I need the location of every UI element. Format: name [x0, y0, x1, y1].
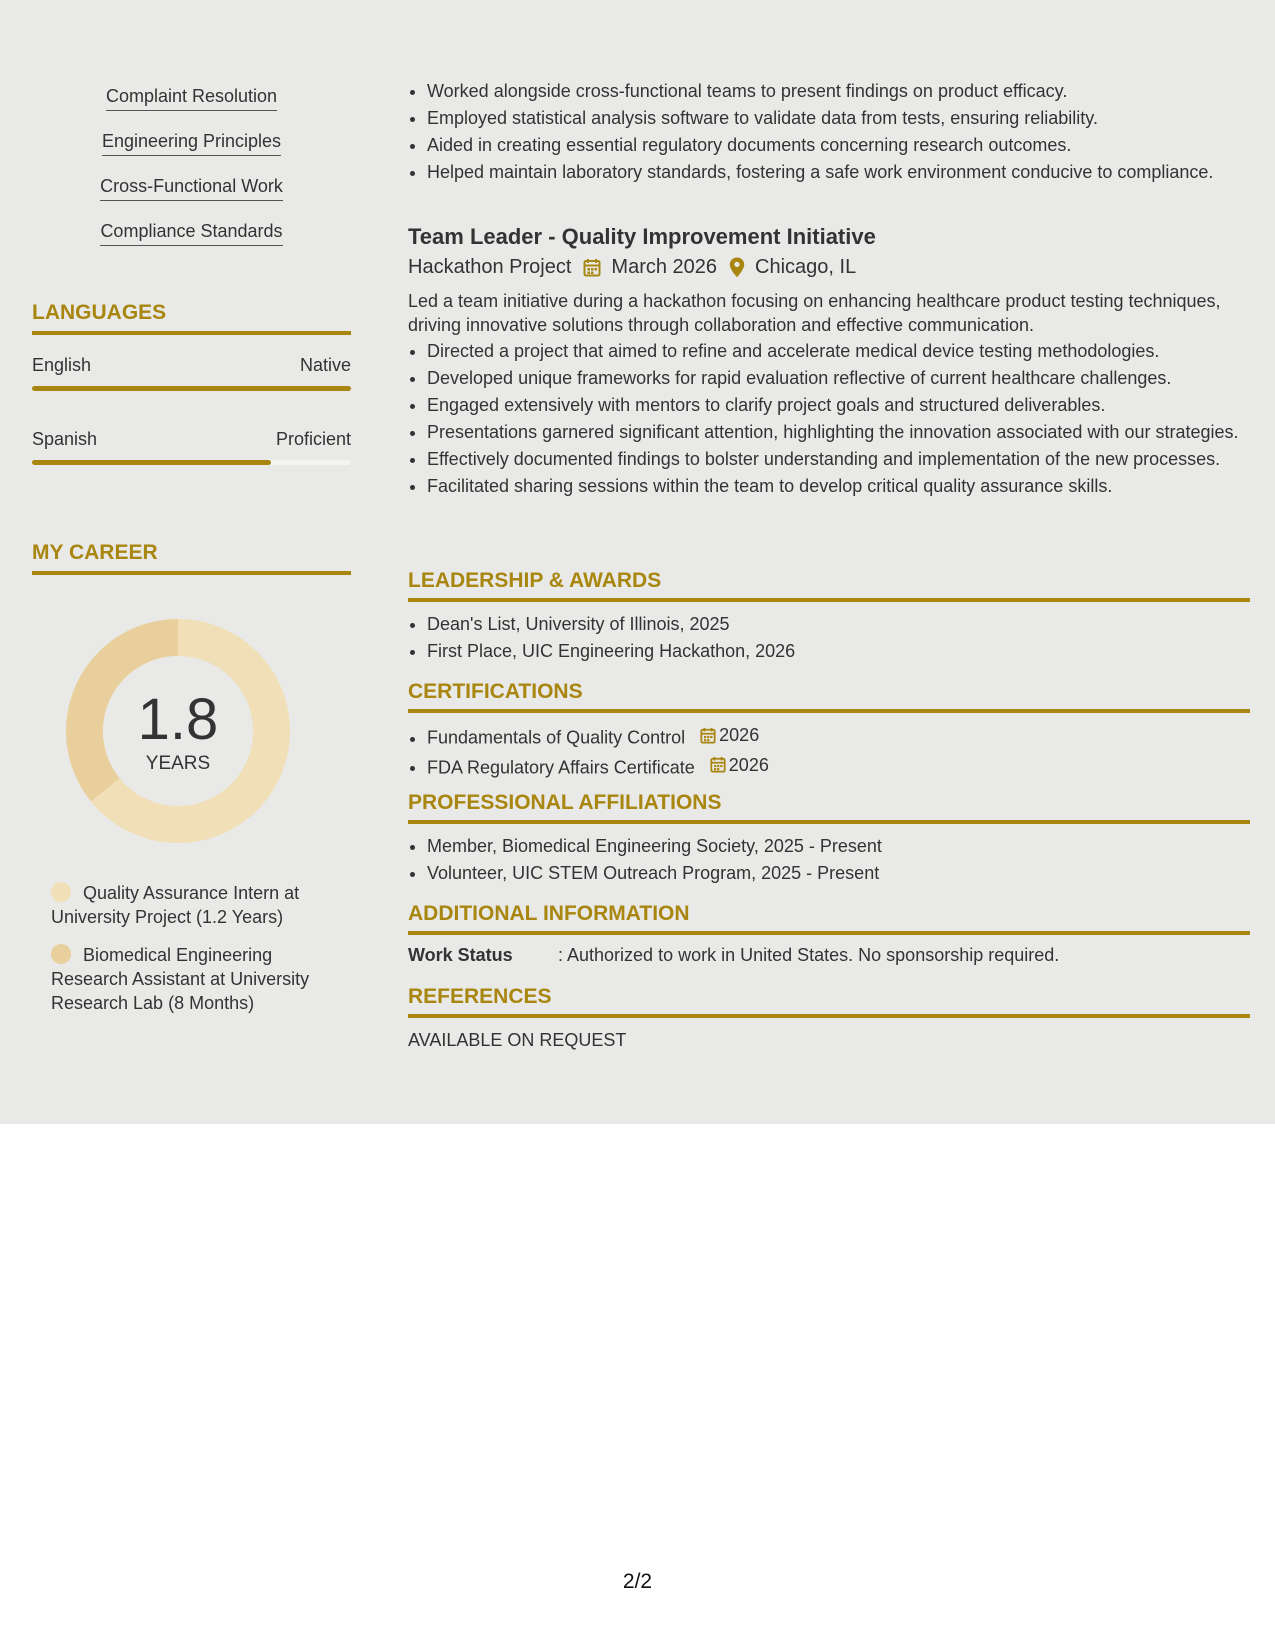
- references-title: REFERENCES: [408, 985, 1250, 1018]
- calendar-icon: [710, 756, 726, 773]
- bullet-item: • Effectively documented findings to bolster understanding and implementation of the new processes.: [427, 447, 1250, 471]
- bullet-item: • Helped maintain laboratory standards, fostering a safe work environment conducive to compliance.: [427, 160, 1250, 184]
- skills-list: [32, 86, 351, 266]
- legend-dot: [51, 882, 71, 902]
- bullet-item: • Employed statistical analysis software to validate data from tests, ensuring reliability.: [427, 106, 1250, 130]
- work-status-label: Work Status: [408, 945, 513, 965]
- job-meta: [408, 256, 1250, 279]
- affiliations-title: PROFESSIONAL AFFILIATIONS: [408, 791, 1250, 824]
- language-level: Proficient: [275, 429, 351, 449]
- bullet-item: • Engaged extensively with mentors to clarify project goals and structured deliverables.: [427, 393, 1250, 417]
- skill-label: Cross-Functional Work: [100, 176, 283, 201]
- affiliations-section: [408, 791, 1250, 888]
- bullet-item: • Aided in creating essential regulatory documents concerning research outcomes.: [427, 133, 1250, 157]
- page-number: 2/2: [622, 1570, 653, 1593]
- bullet-item: • Worked alongside cross-functional teams to present findings on product efficacy.: [427, 79, 1250, 103]
- certification-item: [427, 723, 1250, 750]
- certifications-title: CERTIFICATIONS: [408, 680, 1250, 713]
- job-organization: Hackathon Project: [408, 256, 572, 278]
- legend-item: [51, 943, 351, 1015]
- leadership-title: LEADERSHIP & AWARDS: [408, 569, 1250, 602]
- job-date: March 2026: [611, 256, 718, 278]
- work-status-value: : Authorized to work in United States. No sponsorship required.: [558, 945, 1060, 965]
- certification-year: 2026: [728, 754, 769, 775]
- career-legend: [51, 881, 351, 1029]
- location-pin-icon: [729, 257, 745, 278]
- job-title: Team Leader - Quality Improvement Initiative: [408, 224, 876, 249]
- leadership-section: [408, 569, 1250, 666]
- career-total-years: 1.8: [137, 687, 219, 752]
- career-years-unit: YEARS: [145, 753, 211, 774]
- skill-item: [32, 221, 351, 266]
- language-proficiency-bar: [32, 460, 351, 465]
- work-status-row: [408, 945, 1250, 966]
- certification-year: 2026: [719, 725, 760, 745]
- legend-label: Biomedical Engineering Research Assistant at University Research Lab (8 Months): [51, 945, 310, 1013]
- certification-name: Fundamentals of Quality Control: [427, 727, 686, 748]
- additional-info-section: [408, 902, 1250, 966]
- language-name: English: [32, 355, 92, 375]
- legend-dot: [51, 944, 71, 964]
- donut-center: [66, 619, 290, 843]
- bullet-item: • Developed unique frameworks for rapid evaluation reflective of current healthcare challenges.: [427, 366, 1250, 390]
- job-description: Led a team initiative during a hackathon focusing on enhancing healthcare product testing techniques, driving innovative solutions through collaboration and effective communication.: [408, 291, 1221, 335]
- languages-section: [32, 301, 351, 465]
- legend-item: [51, 881, 351, 929]
- calendar-icon: [700, 727, 716, 744]
- career-title: MY CAREER: [32, 541, 351, 575]
- additional-info-title: ADDITIONAL INFORMATION: [408, 902, 1250, 935]
- bullet-item: • Directed a project that aimed to refine and accelerate medical device testing methodologies.: [427, 339, 1250, 363]
- calendar-icon: [583, 258, 601, 277]
- language-item: [32, 355, 351, 391]
- previous-job-bullets: [408, 79, 1250, 187]
- bullet-item: • Facilitated sharing sessions within the team to develop critical quality assurance skills.: [427, 474, 1250, 498]
- affiliation-item: • Member, Biomedical Engineering Society, 2025 - Present: [427, 834, 1250, 858]
- references-section: [408, 985, 1250, 1051]
- references-text: AVAILABLE ON REQUEST: [408, 1030, 627, 1050]
- job-location: Chicago, IL: [755, 256, 857, 278]
- skill-label: Compliance Standards: [100, 221, 282, 246]
- affiliation-item: • Volunteer, UIC STEM Outreach Program, 2025 - Present: [427, 861, 1250, 885]
- skill-item: [32, 131, 351, 176]
- language-level: Native: [299, 355, 351, 375]
- language-proficiency-fill: [32, 460, 271, 465]
- award-item: • First Place, UIC Engineering Hackathon, 2026: [427, 639, 1250, 663]
- career-donut-chart: [66, 619, 290, 843]
- certifications-section: [408, 680, 1250, 782]
- skill-label: Engineering Principles: [102, 131, 281, 156]
- skill-item: [32, 86, 351, 131]
- career-section: [32, 541, 351, 1013]
- language-proficiency-bar: [32, 386, 351, 391]
- certification-item: [427, 753, 1250, 780]
- bullet-item: • Presentations garnered significant attention, highlighting the innovation associated with our strategies.: [427, 420, 1250, 444]
- language-item: [32, 429, 351, 465]
- language-name: Spanish: [32, 429, 98, 449]
- language-proficiency-fill: [32, 386, 351, 391]
- skill-item: [32, 176, 351, 221]
- award-item: • Dean's List, University of Illinois, 2025: [427, 612, 1250, 636]
- skill-label: Complaint Resolution: [106, 86, 277, 111]
- certification-name: FDA Regulatory Affairs Certificate: [427, 757, 695, 777]
- legend-label: Quality Assurance Intern at University Project (1.2 Years): [51, 883, 300, 927]
- job-entry: [408, 224, 1250, 501]
- languages-title: LANGUAGES: [32, 301, 351, 335]
